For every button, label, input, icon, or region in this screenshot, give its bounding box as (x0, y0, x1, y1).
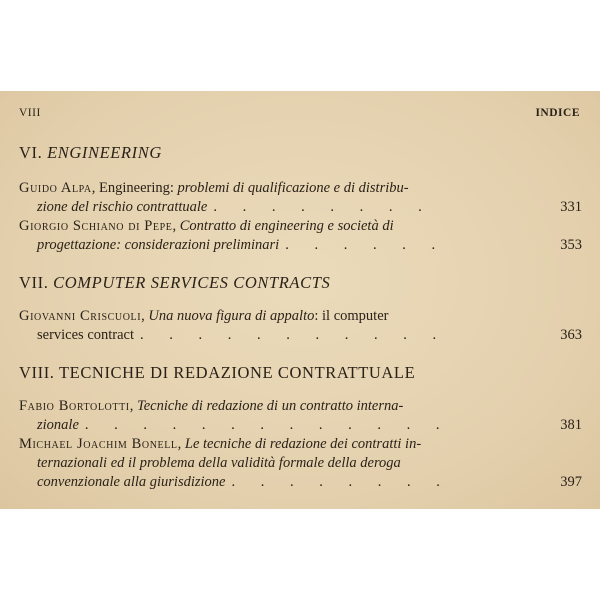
section-heading-engineering: VI. ENGINEERING (19, 143, 162, 162)
leader-dots: . . . . . . . . (231, 474, 451, 490)
toc-entry[interactable]: Giovanni Criscuoli, Una nuova figura di appalto: il computer services contract . . . . . . . . . . . 363 (19, 308, 582, 343)
entry-title: Tecniche di redazione di un contratto interna- (136, 398, 404, 414)
section-heading-tecniche: VIII. TECNICHE DI REDAZIONE CONTRATTUALE (19, 363, 416, 382)
entry-title: Una nuova figura di appalto (148, 308, 315, 324)
entry-page-number: 353 (560, 237, 582, 253)
toc-entry[interactable]: Fabio Bortolotti, Tecniche di redazione di un contratto interna- zionale . . . . . . . . . . . . . 381 (19, 398, 582, 433)
entry-page-number: 331 (560, 199, 582, 215)
entry-title: Contratto di engineering e società di (179, 218, 394, 234)
entry-author: Giorgio Schiano di Pepe (19, 218, 173, 234)
running-header-title: INDICE (535, 107, 580, 119)
leader-dots: . . . . . . (285, 237, 447, 253)
entry-page-number: 381 (560, 417, 582, 433)
entry-author: Guido Alpa (19, 180, 92, 196)
entry-title-continued: ternazionali ed il problema della validità formale della deroga (37, 455, 401, 471)
page-number-header: VIII (19, 107, 41, 119)
leader-dots: . . . . . . . . . . . . . (84, 417, 451, 433)
entry-title-continued: progettazione: considerazioni preliminari (37, 237, 280, 253)
entry-author: Fabio Bortolotti (19, 398, 130, 414)
toc-entry[interactable]: Giorgio Schiano di Pepe, Contratto di engineering e società di progettazione: considerazioni preliminari . . . . . . 353 (19, 218, 582, 253)
leader-dots: . . . . . . . . . . . (140, 327, 448, 343)
entry-title-continued: zione del rischio contrattuale (37, 199, 208, 215)
toc-entry[interactable]: Guido Alpa, Engineering: problemi di qualificazione e di distribu- zione del rischio contrattuale . . . . . . . . 331 (19, 180, 582, 215)
entry-title-continued: services contract (37, 327, 135, 343)
entry-title: Le tecniche di redazione dei contratti in- (184, 436, 422, 452)
entry-title: problemi di qualificazione e di distribu- (177, 180, 409, 196)
entry-page-number: 397 (560, 474, 582, 490)
entry-page-number: 363 (560, 327, 582, 343)
entry-title-continued: convenzionale alla giurisdizione (37, 474, 226, 490)
entry-author: Giovanni Criscuoli (19, 308, 142, 324)
section-heading-computer-services: VII. COMPUTER SERVICES CONTRACTS (19, 273, 331, 292)
book-page (0, 91, 600, 509)
entry-author: Michael Joachim Bonell (19, 436, 178, 452)
entry-title-continued: zionale (37, 417, 79, 433)
leader-dots: . . . . . . . . (213, 199, 433, 215)
toc-entry[interactable]: Michael Joachim Bonell, Le tecniche di redazione dei contratti in- ternazionali ed il problema della validità formale della deroga convenzionale alla giurisdizione . . . . . . . . 397 (19, 436, 582, 490)
